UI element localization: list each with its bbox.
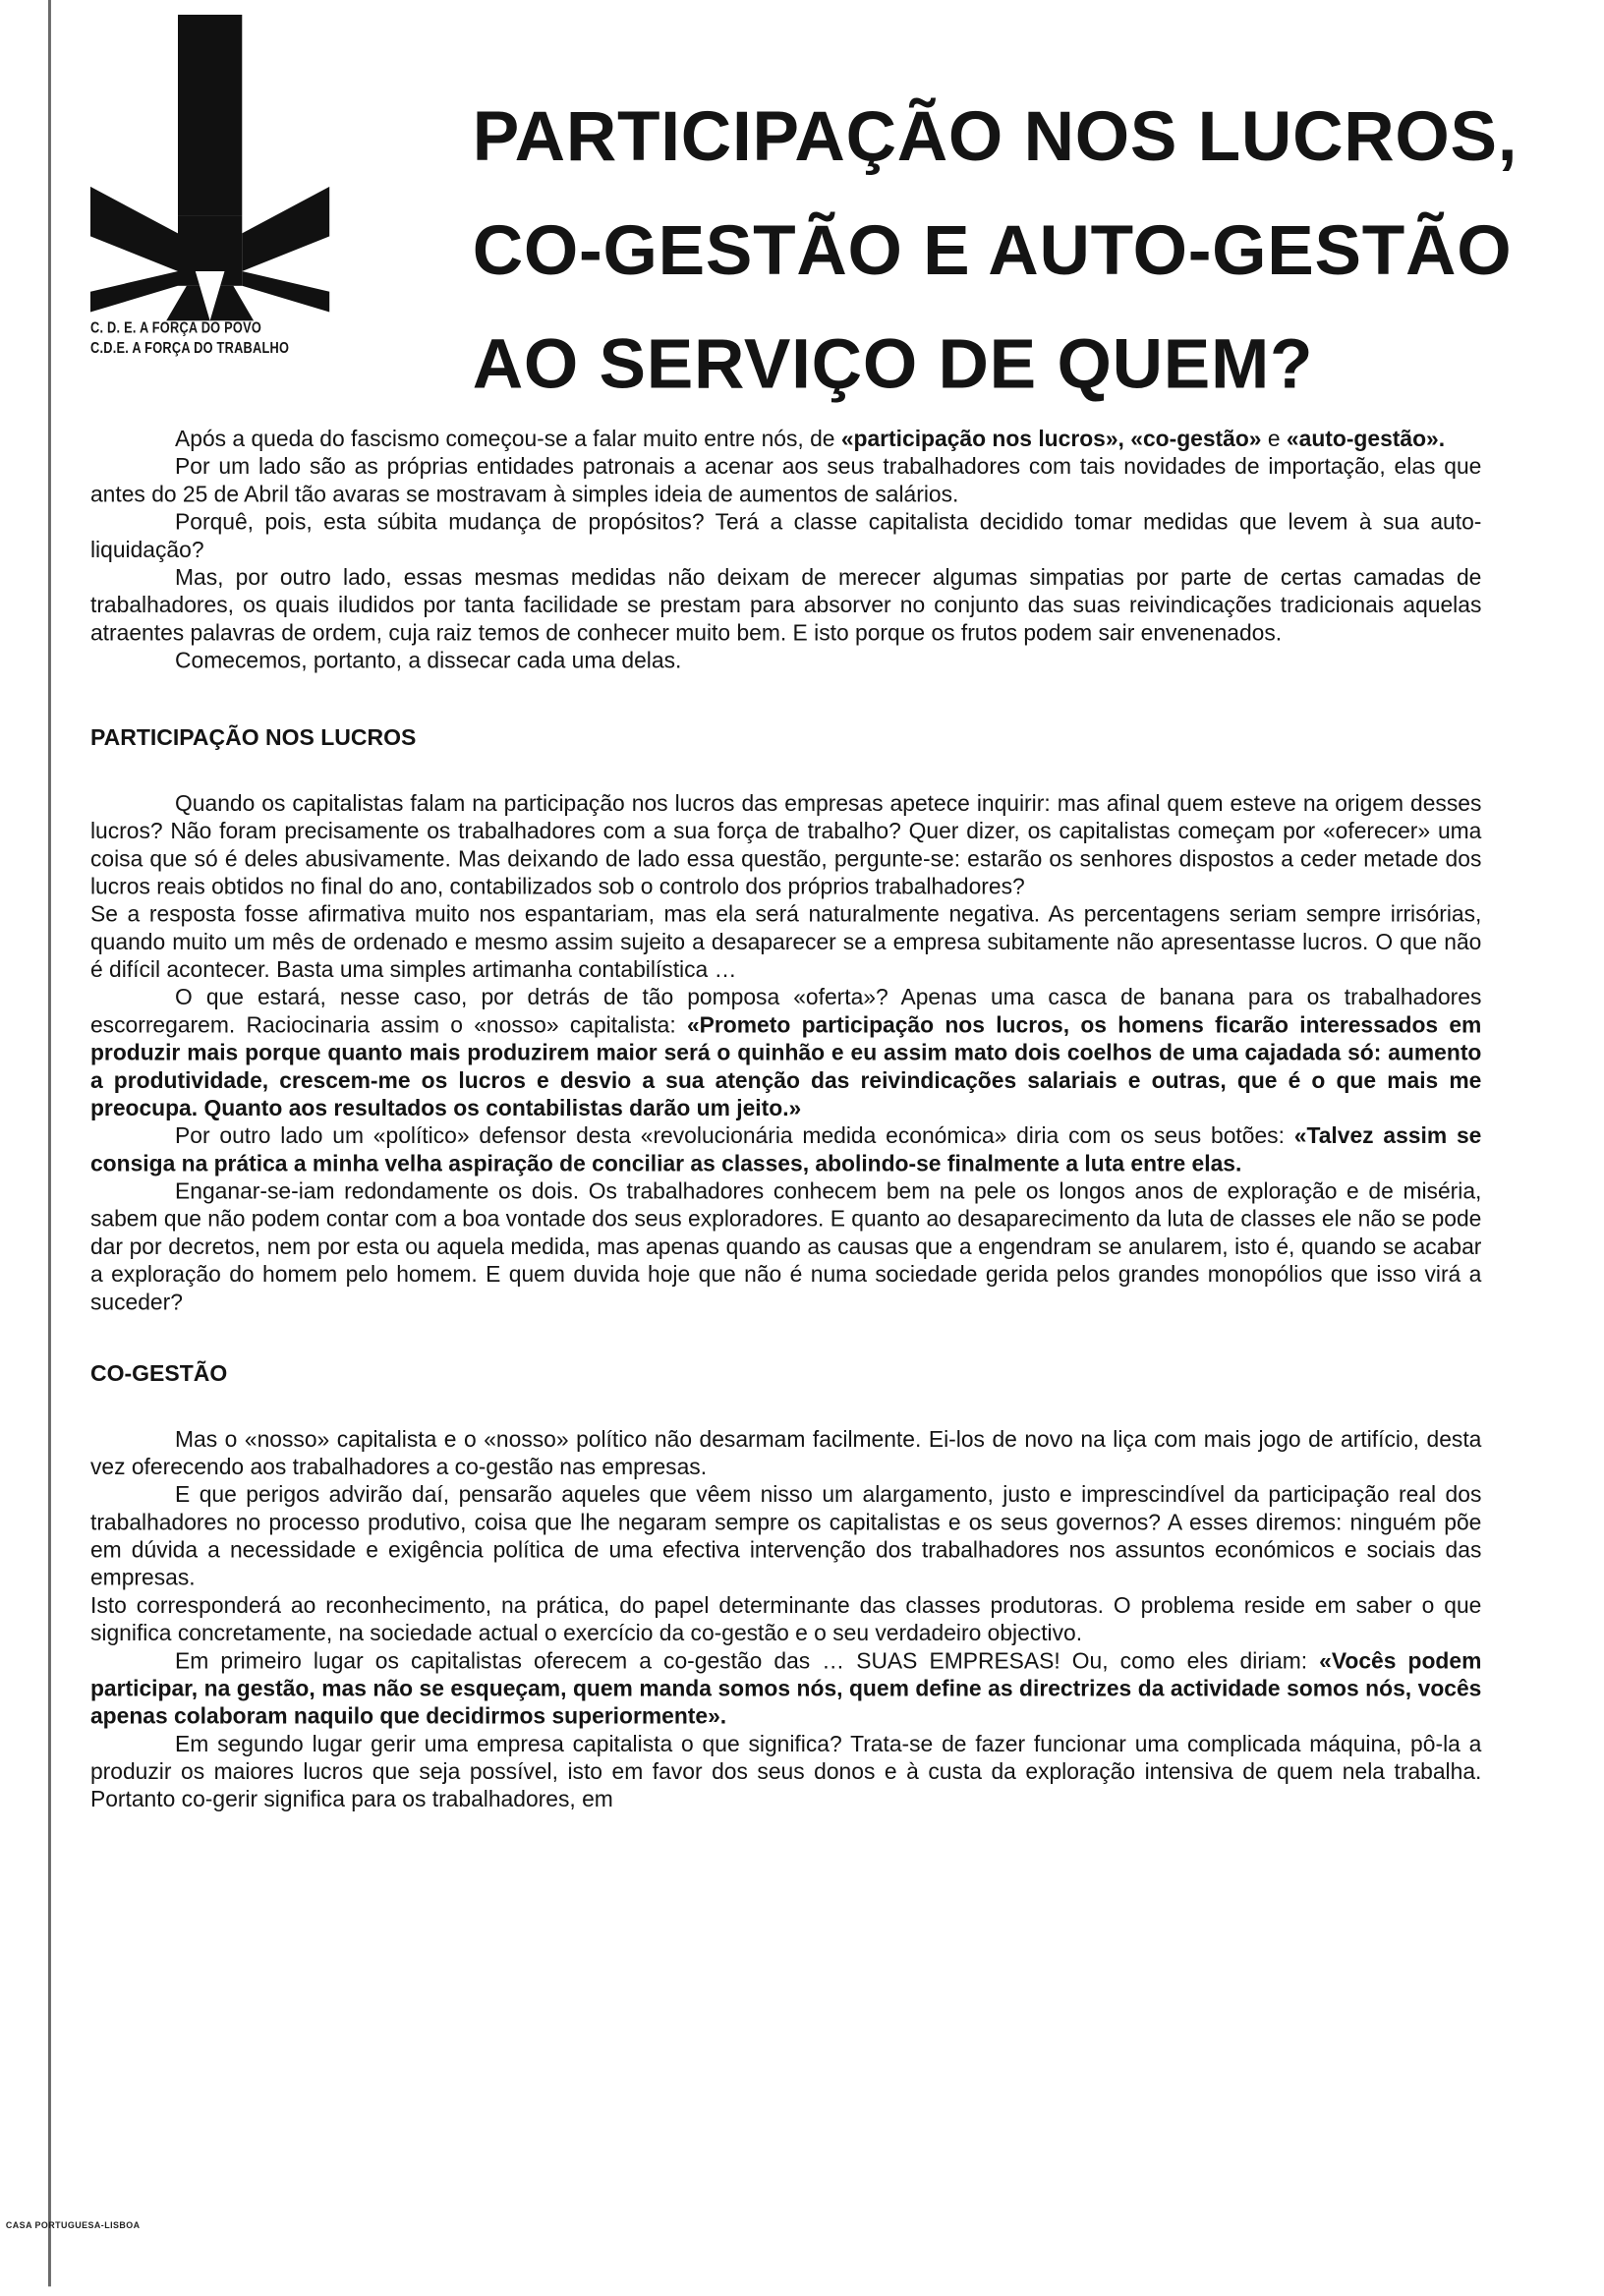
intro-paragraph-3: Porquê, pois, esta súbita mudança de propósitos? Terá a classe capitalista decidido tomar medidas que levem à sua auto-liquidação? xyxy=(89,510,1482,563)
logo-caption xyxy=(90,317,289,359)
intro-paragraph-4: Mas, por outro lado, essas mesmas medidas não deixam de merecer algumas simpatias por parte de certas camadas de trabalhadores, os quais iludidos por tanta facilidade se prestam para absorver no conjunto das suas reivindicações tradicionais aquelas atraentes palavras de ordem, cuja raiz temos de conhecer muito bem. E isto porque os frutos podem sair envenenados. xyxy=(89,565,1482,647)
intro-p1-bold-b: «participação nos lucros», «co-gestão» xyxy=(840,427,1262,452)
cde-emblem-icon xyxy=(90,15,329,321)
section2-p4-text: Em primeiro lugar os capitalistas oferecem a co-gestão das … SUAS EMPRESAS! Ou, como eles diriam: xyxy=(175,1648,1320,1675)
title-line2: CO-GESTÃO E AUTO-GESTÃO xyxy=(472,212,1513,291)
logo-caption-line2: C.D.E. A FORÇA DO TRABALHO xyxy=(89,339,290,358)
printer-footer: CASA PORTUGUESA-LISBOA xyxy=(5,2222,141,2231)
logo-caption-line1: C. D. E. A FORÇA DO POVO xyxy=(89,318,262,337)
section1-paragraph-3 xyxy=(90,984,1481,1122)
section1-p4-quote: «Talvez assim se consiga na prática a minha velha aspiração de conciliar as classes, abolindo-se finalmente a luta entre elas. xyxy=(89,1123,1482,1177)
section1-paragraph-5: Enganar-se-iam redondamente os dois. Os trabalhadores conhecem bem na pele os longos anos de exploração e de miséria, sabem que não podem contar com a boa vontade dos seus exploradores. E quanto ao desaparecimento da luta de classes ele não se pode dar por decretos, nem por esta ou aquela medida, mas apenas quando as causas que a engendram se anularem, isto é, quando se acabar a exploração do homem pelo homem. E quem duvida hoje que não é numa sociedade gerida pelos grandes monopólios que isso virá a suceder? xyxy=(89,1179,1482,1316)
section2-p4-quote: «Vocês podem participar, na gestão, mas não se esqueçam, quem manda somos nós, quem define as directrizes da actividade somos nós, vocês apenas colaboram naquilo que decidirmos superiormente». xyxy=(89,1648,1482,1730)
section2-paragraph-2: E que perigos advirão daí, pensarão aqueles que vêem nisso um alargamento, justo e imprescindível da participação real dos trabalhadores no processo produtivo, coisa que lhe negaram sempre os capitalistas e os seus governos? A esses diremos: ninguém põe em dúvida a necessidade e exigência política de uma efectiva intervenção dos trabalhadores nos assuntos económicos e sociais das empresas. xyxy=(89,1482,1482,1591)
intro-p1-text-a: Após a queda do fascismo começou-se a falar muito entre nós, de xyxy=(175,427,841,452)
cde-logo xyxy=(90,15,329,365)
intro-paragraph-1 xyxy=(90,426,1481,453)
section-heading-cogestao: CO-GESTÃO xyxy=(89,1361,228,1387)
section2-paragraph-4 xyxy=(90,1648,1481,1732)
section1-p4-text: Por outro lado um «político» defensor desta «revolucionária medida económica» diria com os seus botões: xyxy=(175,1123,1294,1150)
intro-paragraph-5: Comecemos, portanto, a dissecar cada uma delas. xyxy=(175,649,682,674)
section-heading-participacao: PARTICIPAÇÃO NOS LUCROS xyxy=(89,725,417,752)
title-line3: AO SERVIÇO DE QUEM? xyxy=(472,326,1314,404)
section2-paragraph-3: Isto corresponderá ao reconhecimento, na prática, do papel determinante das classes produtoras. O problema reside em saber o que significa concretamente, na sociedade actual o exercício da co-gestão e o seu verdadeiro objectivo. xyxy=(89,1593,1482,1647)
section1-p3-text: O que estará, nesse caso, por detrás de tão pomposa «oferta»? Apenas uma casca de banana para os trabalhadores escorregarem. Raciocinaria assim o «nosso» capitalista: xyxy=(89,985,1482,1039)
intro-p1-bold-d: «auto-gestão». xyxy=(1286,427,1446,452)
intro-p1-text-c: e xyxy=(1261,427,1287,452)
section1-paragraph-4 xyxy=(90,1122,1481,1177)
intro-paragraph-2: Por um lado são as próprias entidades patronais a acenar aos seus trabalhadores com tais novidades de importação, elas que antes do 25 de Abril tão avaras se mostravam à simples ideia de aumentos de salários. xyxy=(89,454,1482,508)
left-margin-rule xyxy=(48,0,50,2286)
page-title xyxy=(473,82,1552,423)
section2-paragraph-5: Em segundo lugar gerir uma empresa capitalista o que significa? Trata-se de fazer funcionar uma complicada máquina, pô-la a produzir os maiores lucros que seja possível, isto em favor dos seus donos e à custa da exploração intensiva de quem nela trabalha. Portanto co-gerir significa para os trabalhadores, em xyxy=(89,1732,1482,1813)
section2-paragraph-1: Mas o «nosso» capitalista e o «nosso» político não desarmam facilmente. Ei-los de novo na liça com mais jogo de artifício, desta vez oferecendo aos trabalhadores a co-gestão nas empresas. xyxy=(89,1427,1482,1480)
section1-paragraph-2: Se a resposta fosse afirmativa muito nos espantariam, mas ela será naturalmente negativa. As percentagens seriam sempre irrisórias, quando muito um mês de ordenado e mesmo assim sujeito a desaparecer se a empresa subitamente não apresentasse lucros. O que não é difícil acontecer. Basta uma simples artimanha contabilística … xyxy=(89,902,1482,983)
section1-paragraph-1: Quando os capitalistas falam na participação nos lucros das empresas apetece inquirir: mas afinal quem esteve na origem desses lucros? Não foram precisamente os trabalhadores com a sua força de trabalho? Quer dizer, os capitalistas começam por «oferecer» uma coisa que só é deles abusivamente. Mas deixando de lado essa questão, pergunte-se: estarão os senhores dispostos a ceder metade dos lucros reais obtidos no final do ano, contabilizados sob o controlo dos próprios trabalhadores? xyxy=(89,791,1482,900)
article-body xyxy=(90,426,1481,1813)
section1-p3-quote: «Prometo participação nos lucros, os homens ficarão interessados em produzir mais porque quanto mais produzirem maior será o quinhão e eu assim mato dois coelhos de uma cajadada só: aumento a produtividade, crescem-me os lucros e desvio a sua atenção das reivindicações salariais e outras, que é o que mais me preocupa. Quanto aos resultados os contabilistas darão um jeito.» xyxy=(89,1013,1482,1121)
title-line1: PARTICIPAÇÃO NOS LUCROS, xyxy=(472,98,1518,177)
